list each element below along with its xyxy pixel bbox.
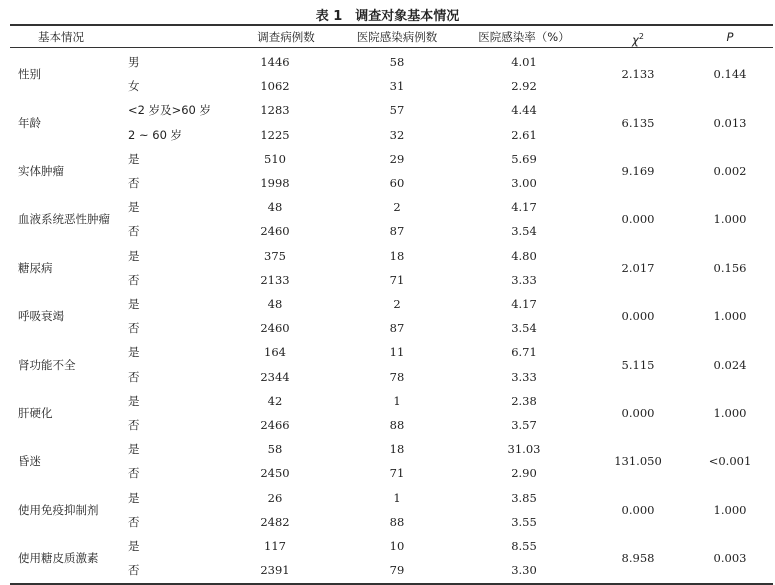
- p-value: 0.156: [713, 260, 747, 275]
- infected-cell: 18: [389, 248, 405, 263]
- cases-cell: 2450: [260, 466, 290, 481]
- p-value: 1.000: [713, 405, 747, 420]
- infected-cell: 60: [389, 176, 405, 190]
- rate-cell: 2.90: [511, 466, 537, 481]
- level-label: 是: [128, 442, 140, 457]
- chi-superscript: 2: [638, 32, 644, 41]
- top-rule: [10, 24, 773, 26]
- rate-cell: 4.17: [511, 200, 537, 215]
- level-label: 是: [128, 539, 140, 553]
- cases-cell: 1446: [260, 55, 290, 69]
- rate-cell: 4.17: [511, 297, 537, 311]
- p-value: 0.002: [713, 163, 747, 178]
- infected-cell: 78: [389, 369, 405, 384]
- cases-cell: 48: [267, 297, 283, 311]
- bottom-rule: [10, 583, 773, 585]
- chi-symbol: χ: [632, 32, 639, 47]
- p-value: 0.144: [713, 67, 747, 82]
- group-label: 使用免疫抑制剂: [18, 502, 99, 517]
- rate-cell: 2.38: [511, 393, 537, 408]
- p-value: 0.024: [713, 357, 747, 372]
- chi-square-value: 0.000: [621, 309, 655, 324]
- level-label: 2 ~ 60 岁: [128, 127, 183, 142]
- chi-square-value: 2.133: [621, 67, 655, 82]
- chi-square-value: 6.135: [621, 115, 655, 130]
- level-label: 是: [128, 200, 140, 215]
- cases-cell: 2466: [260, 418, 290, 432]
- chi-square-value: 0.000: [621, 405, 655, 420]
- group-label: 糖尿病: [18, 260, 53, 275]
- chi-square-value: 0.000: [621, 502, 655, 517]
- rate-cell: 8.55: [511, 539, 537, 553]
- infected-cell: 32: [389, 127, 405, 142]
- header-basic: 基本情况: [38, 30, 84, 44]
- header-rule: [10, 47, 773, 48]
- infected-cell: 87: [389, 321, 405, 336]
- group-label: 性别: [18, 67, 41, 82]
- rate-cell: 3.33: [511, 272, 537, 287]
- cases-cell: 510: [264, 151, 286, 166]
- rate-cell: 31.03: [507, 442, 541, 457]
- chi-square-value: 5.115: [621, 357, 655, 372]
- header-chi-square: [632, 30, 644, 47]
- rate-cell: 3.33: [511, 369, 537, 384]
- infected-cell: 87: [389, 224, 405, 239]
- group-label: 呼吸衰竭: [18, 309, 64, 324]
- group-label: 肝硬化: [18, 405, 53, 420]
- level-label: 否: [128, 369, 140, 384]
- rate-cell: 3.57: [511, 418, 537, 432]
- p-symbol: P: [726, 30, 734, 44]
- level-label: 否: [128, 224, 140, 239]
- rate-cell: 2.61: [511, 127, 537, 142]
- rate-cell: 3.00: [511, 176, 537, 190]
- infected-cell: 79: [389, 563, 405, 578]
- infected-cell: 2: [393, 297, 401, 311]
- cases-cell: 164: [264, 345, 286, 360]
- rate-cell: 3.54: [511, 321, 537, 336]
- level-label: 是: [128, 345, 140, 360]
- header-cases: 调查病例数: [257, 30, 315, 44]
- infected-cell: 1: [393, 490, 401, 505]
- level-label: 否: [128, 563, 140, 578]
- infected-cell: 2: [393, 200, 401, 215]
- cases-cell: 2133: [260, 272, 290, 287]
- group-label: 肾功能不全: [18, 357, 76, 372]
- rate-cell: 4.80: [511, 248, 537, 263]
- p-value: 1.000: [713, 502, 747, 517]
- infected-cell: 88: [389, 418, 405, 432]
- level-label: 否: [128, 176, 140, 190]
- p-value: 1.000: [713, 309, 747, 324]
- infected-cell: 71: [389, 466, 405, 481]
- infected-cell: 29: [389, 151, 405, 166]
- rate-cell: 3.85: [511, 490, 537, 505]
- cases-cell: 375: [264, 248, 286, 263]
- cases-cell: 1283: [260, 103, 290, 118]
- rate-cell: 3.54: [511, 224, 537, 239]
- p-value: 0.003: [713, 551, 747, 566]
- rate-cell: 2.92: [511, 79, 537, 94]
- group-label: 实体肿瘤: [18, 163, 64, 178]
- cases-cell: 26: [267, 490, 283, 505]
- chi-square-value: 2.017: [621, 260, 655, 275]
- cases-cell: 1225: [260, 127, 290, 142]
- p-value: 1.000: [713, 212, 747, 227]
- infected-cell: 31: [389, 79, 405, 94]
- infected-cell: 71: [389, 272, 405, 287]
- group-label: 昏迷: [18, 454, 41, 469]
- cases-cell: 48: [267, 200, 283, 215]
- chi-square-value: 131.050: [614, 454, 662, 469]
- rate-cell: 4.44: [511, 103, 537, 118]
- cases-cell: 2482: [260, 514, 290, 529]
- infected-cell: 11: [389, 345, 405, 360]
- chi-square-value: 9.169: [621, 163, 655, 178]
- infected-cell: 18: [389, 442, 405, 457]
- level-label: 是: [128, 151, 140, 166]
- rate-cell: 4.01: [511, 55, 537, 69]
- level-label: 否: [128, 272, 140, 287]
- infected-cell: 57: [389, 103, 405, 118]
- level-label: 否: [128, 514, 140, 529]
- rate-cell: 6.71: [511, 345, 537, 360]
- group-label: 使用糖皮质激素: [18, 551, 99, 566]
- chi-square-value: 0.000: [621, 212, 655, 227]
- cases-cell: 2460: [260, 224, 290, 239]
- cases-cell: 2344: [260, 369, 290, 384]
- p-value: 0.013: [713, 115, 747, 130]
- infected-cell: 10: [389, 539, 405, 553]
- level-label: 女: [128, 79, 140, 94]
- p-value: <0.001: [708, 454, 752, 469]
- cases-cell: 1062: [260, 79, 290, 94]
- header-p-value: [727, 30, 734, 44]
- cases-cell: 2391: [260, 563, 290, 578]
- rate-cell: 5.69: [511, 151, 537, 166]
- infected-cell: 1: [393, 393, 401, 408]
- infected-cell: 88: [389, 514, 405, 529]
- level-label: 否: [128, 321, 140, 336]
- infected-cell: 58: [389, 55, 405, 69]
- cases-cell: 42: [267, 393, 283, 408]
- cases-cell: 58: [267, 442, 283, 457]
- level-label: 否: [128, 466, 140, 481]
- cases-cell: 2460: [260, 321, 290, 336]
- level-label: 是: [128, 393, 140, 408]
- header-infected: 医院感染病例数: [356, 30, 438, 44]
- level-label: 是: [128, 248, 140, 263]
- level-label: <2 岁及>60 岁: [128, 103, 212, 118]
- rate-cell: 3.30: [511, 563, 537, 578]
- rate-cell: 3.55: [511, 514, 537, 529]
- group-label: 年龄: [18, 115, 41, 130]
- level-label: 是: [128, 297, 140, 311]
- cases-cell: 117: [264, 539, 286, 553]
- cases-cell: 1998: [260, 176, 290, 190]
- group-label: 血液系统恶性肿瘤: [18, 212, 110, 227]
- header-rate: 医院感染率（%）: [478, 30, 570, 44]
- table-title: 表 1 调查对象基本情况: [315, 9, 460, 24]
- chi-square-value: 8.958: [621, 551, 655, 566]
- level-label: 男: [128, 55, 140, 69]
- level-label: 是: [128, 490, 140, 505]
- level-label: 否: [128, 418, 140, 432]
